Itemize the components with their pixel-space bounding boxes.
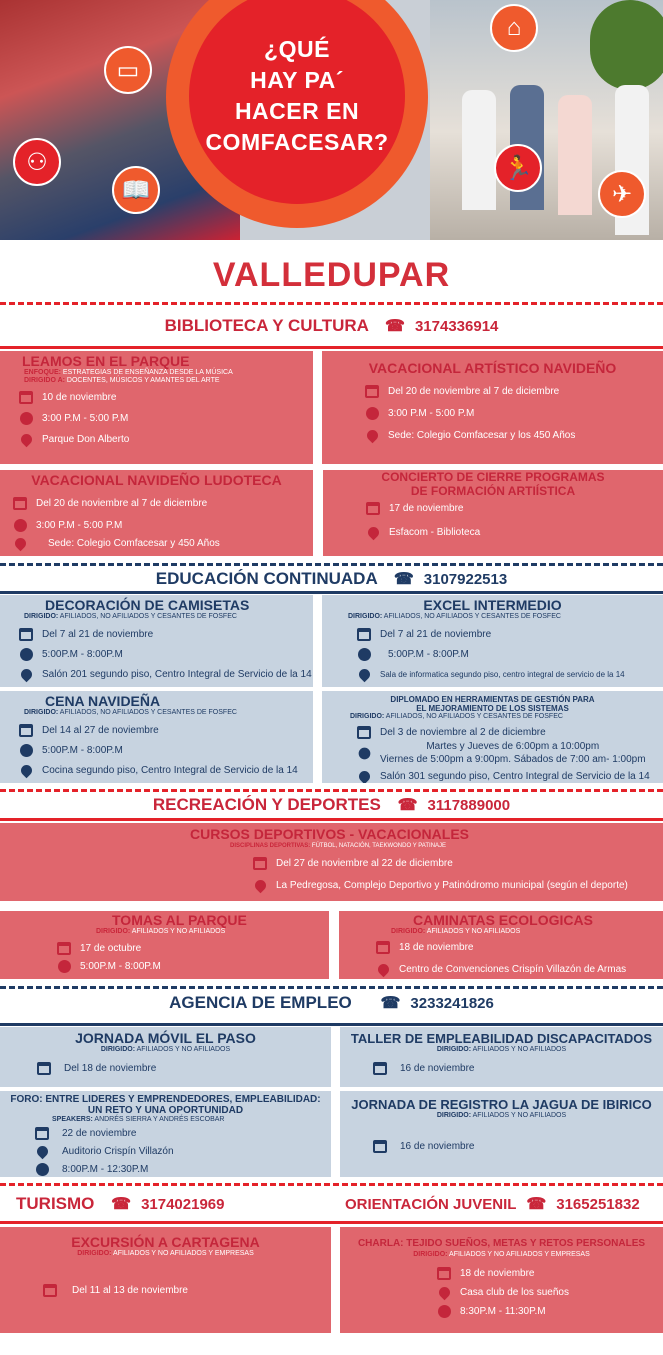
location-pin-icon <box>18 762 34 778</box>
section-title: EDUCACIÓN CONTINUADA <box>155 569 378 588</box>
event-time: 3:00 P.M - 5:00 P.M <box>42 412 129 424</box>
event-place: Centro de Convenciones Crispín Villazón de Armas <box>399 963 627 975</box>
label: DIRIGIDO: <box>436 1046 472 1053</box>
phone-icon: ☎ <box>526 1196 547 1213</box>
section-header-empleo <box>0 993 663 1013</box>
phone-number: 3117889000 <box>427 797 511 814</box>
event-place: Salón 301 segundo piso, Centro Integral de Servicio de la 14 <box>380 770 650 782</box>
card-subtitle <box>339 928 663 936</box>
section-title: ORIENTACIÓN JUVENIL <box>345 1196 517 1213</box>
event-place: Parque Don Alberto <box>42 433 130 445</box>
divider <box>0 789 663 792</box>
value: AFILIADOS, NO AFILIADOS Y CESANTES DE FOSFEC <box>383 613 561 620</box>
event-card-caminatas[interactable] <box>339 911 663 979</box>
location-pin-icon <box>356 768 372 783</box>
card-title: FORO: ENTRE LIDERES Y EMPRENDEDORES, EMPLEABILIDAD: <box>10 1094 321 1105</box>
event-card-tomas[interactable] <box>0 911 329 979</box>
clock-icon <box>356 646 372 662</box>
calendar-icon <box>356 626 372 642</box>
value: AFILIADOS Y NO AFILIADOS <box>426 928 521 935</box>
card-title: LEAMOS EN EL PARQUE <box>22 353 190 369</box>
value: AFILIADOS, NO AFILIADOS Y CESANTES DE FOSFEC <box>59 613 237 620</box>
headline-line: ¿QUÉ <box>264 36 330 62</box>
section-phone[interactable] <box>526 1194 639 1214</box>
event-place: Sede: Colegio Comfacesar y 450 Años <box>48 537 220 549</box>
divider <box>0 818 663 821</box>
card-subtitle <box>0 369 313 377</box>
event-place: Sala de informatica segundo piso, centro integral de servicio de la 14 <box>380 669 625 679</box>
section-header-educacion <box>0 569 663 589</box>
location-pin-icon <box>34 1143 50 1159</box>
card-subtitle <box>340 1112 663 1120</box>
label: DIRIGIDO: <box>100 1046 136 1053</box>
card-title: JORNADA DE REGISTRO LA JAGUA DE IBIRICO <box>351 1097 652 1112</box>
event-date: Del 27 de noviembre al 22 de diciembre <box>276 857 453 869</box>
event-date: Del 20 de noviembre al 7 de diciembre <box>36 497 208 509</box>
value: FÚTBOL, NATACIÓN, TAEKWONDO Y PATINAJE <box>311 843 447 849</box>
location-pin-icon <box>364 427 380 443</box>
home-icon: ⌂ <box>490 4 538 52</box>
event-card-concierto[interactable] <box>323 470 663 556</box>
section-header-recreacion <box>0 795 663 815</box>
section-title: AGENCIA DE EMPLEO <box>169 993 352 1012</box>
divider <box>0 1183 663 1186</box>
divider <box>0 302 663 305</box>
label: DIRIGIDO: <box>436 1112 472 1119</box>
card-subtitle <box>340 1046 663 1054</box>
label: DIRIGIDO: <box>391 928 426 935</box>
label: ENFOQUE: <box>24 369 61 376</box>
value: DOCENTES, MÚSICOS Y AMANTES DEL ARTE <box>66 377 220 384</box>
event-place: Cocina segundo piso, Centro Integral de Servicio de la 14 <box>42 764 298 776</box>
event-time: 3:00 P.M - 5:00 P.M <box>388 407 475 419</box>
value: AFILIADOS Y NO AFILIADOS <box>136 1046 231 1053</box>
family-icon: ⚇ <box>13 138 61 186</box>
location-pin-icon <box>365 524 381 540</box>
location-pin-icon <box>375 961 391 977</box>
location-pin-icon <box>12 535 28 551</box>
calendar-icon <box>372 1138 388 1154</box>
event-time: 5:00P.M - 8:00P.M <box>80 960 161 972</box>
section-title: BIBLIOTECA Y CULTURA <box>164 316 369 335</box>
event-time: 5:00P.M - 8:00P.M <box>42 744 123 756</box>
event-time: 8:00P.M - 12:30P.M <box>62 1163 149 1175</box>
card-subtitle <box>340 1251 663 1259</box>
event-card-camisetas[interactable] <box>0 595 313 687</box>
card-title: DIPLOMADO EN HERRAMIENTAS DE GESTIÓN PARA <box>390 695 595 704</box>
card-title: JORNADA MÓVIL EL PASO <box>75 1030 256 1046</box>
card-title: EXCURSIÓN A CARTAGENA <box>71 1234 260 1250</box>
card-subtitle <box>0 709 313 717</box>
clock-icon <box>18 742 34 758</box>
phone-number: 3165251832 <box>556 1196 640 1213</box>
card-title: TOMAS AL PARQUE <box>112 912 247 928</box>
card-subtitle <box>0 842 663 850</box>
phone-number: 3233241826 <box>410 995 494 1012</box>
event-date: 18 de noviembre <box>399 941 474 953</box>
section-phone[interactable] <box>111 1194 224 1214</box>
label: DIRIGIDO: <box>350 713 385 720</box>
event-place: Sede: Colegio Comfacesar y los 450 Años <box>388 429 576 441</box>
divider <box>0 1023 663 1026</box>
card-title: UN RETO Y UNA OPORTUNIDAD <box>87 1105 244 1116</box>
event-card-vacacional-artistico[interactable] <box>322 351 663 464</box>
section-header-biblioteca <box>0 316 663 336</box>
value: AFILIADOS Y NO AFILIADOS Y EMPRESAS <box>113 1250 254 1257</box>
event-date: Del 20 de noviembre al 7 de diciembre <box>388 385 560 397</box>
event-card-cartagena[interactable] <box>0 1227 331 1333</box>
hero-person <box>462 90 496 210</box>
phone-icon: ☎ <box>385 318 405 335</box>
value: AFILIADOS Y NO AFILIADOS Y EMPRESAS <box>449 1251 590 1258</box>
event-card-charla[interactable] <box>340 1227 663 1333</box>
clock-icon <box>34 1161 50 1177</box>
location-pin-icon <box>18 666 34 682</box>
section-phone[interactable] <box>385 316 498 336</box>
card-subtitle <box>322 613 663 621</box>
headline-line: COMFACESAR? <box>205 129 389 155</box>
label: DIRIGIDO: <box>413 1251 448 1258</box>
value: AFILIADOS, NO AFILIADOS Y CESANTES DE FOSFEC <box>385 713 563 720</box>
event-place: Casa club de los sueños <box>460 1286 569 1298</box>
card-subtitle <box>0 1046 331 1054</box>
clock-icon <box>18 410 34 426</box>
section-title: RECREACIÓN Y DEPORTES <box>152 795 381 814</box>
event-date: 16 de noviembre <box>400 1062 475 1074</box>
footer-space <box>0 1340 663 1355</box>
label: DIRIGIDO: <box>24 613 59 620</box>
calendar-icon <box>42 1282 58 1298</box>
clock-icon <box>56 958 72 974</box>
card-subtitle <box>0 928 329 936</box>
card-title: DE FORMACIÓN ARTIÍSTICA <box>410 484 576 498</box>
phone-icon: ☎ <box>380 995 401 1012</box>
phone-icon: ☎ <box>393 571 414 588</box>
event-date: 10 de noviembre <box>42 391 117 403</box>
event-date: 16 de noviembre <box>400 1140 475 1152</box>
card-subtitle <box>0 377 313 385</box>
event-card-cursos-deportivos[interactable] <box>0 823 663 901</box>
calendar-icon <box>18 626 34 642</box>
event-time: 5:00P.M - 8:00P.M <box>388 648 469 660</box>
clock-icon <box>364 405 380 421</box>
label: DIRIGIDO A: <box>24 377 65 384</box>
city-title: VALLEDUPAR <box>212 256 451 294</box>
card-title: CAMINATAS ECOLOGICAS <box>413 912 593 928</box>
label: DIRIGIDO: <box>24 709 59 716</box>
calendar-icon <box>364 383 380 399</box>
card-title: EXCEL INTERMEDIO <box>423 597 562 613</box>
event-card-cena[interactable] <box>0 691 313 783</box>
field-icon: ▭ <box>104 46 152 94</box>
card-subtitle <box>0 613 313 621</box>
location-pin-icon <box>356 666 372 682</box>
label: SPEAKERS: <box>52 1116 93 1123</box>
section-phone[interactable] <box>394 569 507 589</box>
value: AFILIADOS Y NO AFILIADOS <box>472 1112 567 1119</box>
phone-icon: ☎ <box>111 1196 132 1213</box>
divider <box>0 591 663 594</box>
event-card-foro[interactable] <box>0 1091 331 1177</box>
event-date: 22 de noviembre <box>62 1127 137 1139</box>
hero-tree <box>590 0 663 90</box>
event-card-ludoteca[interactable] <box>0 470 313 556</box>
event-card-jornada-paso[interactable] <box>0 1027 331 1087</box>
calendar-icon <box>252 855 268 871</box>
event-date: Del 7 al 21 de noviembre <box>380 628 492 640</box>
event-date: Del 3 de noviembre al 2 de diciembre <box>380 726 546 738</box>
event-card-diplomado[interactable] <box>322 691 663 783</box>
label: DIRIGIDO: <box>348 613 383 620</box>
headline-line: HAY PA´ <box>250 67 344 93</box>
section-title: TURISMO <box>16 1194 95 1213</box>
event-card-taller[interactable] <box>340 1027 663 1087</box>
event-place: La Pedregosa, Complejo Deportivo y Patinódromo municipal (según el deporte) <box>276 879 628 891</box>
phone-icon: ☎ <box>397 797 418 814</box>
location-pin-icon <box>18 431 34 447</box>
headline-line: HACER EN <box>234 98 360 124</box>
value: AFILIADOS Y NO AFILIADOS <box>472 1046 567 1053</box>
section-phone[interactable] <box>398 795 511 815</box>
card-title: TALLER DE EMPLEABILIDAD DISCAPACITADOS <box>350 1031 653 1046</box>
location-pin-icon <box>252 877 268 893</box>
divider <box>0 1221 663 1224</box>
event-place: Salón 201 segundo piso, Centro Integral de Servicio de la 14 <box>42 668 312 680</box>
card-title: EL MEJORAMIENTO DE LOS SISTEMAS <box>416 704 569 713</box>
card-subtitle <box>0 1250 331 1258</box>
location-pin-icon <box>436 1284 452 1300</box>
book-icon: 📖 <box>112 166 160 214</box>
section-phone[interactable] <box>380 993 493 1013</box>
clock-icon <box>12 517 28 533</box>
event-date: 18 de noviembre <box>460 1267 535 1279</box>
card-title: CENA NAVIDEÑA <box>45 693 161 709</box>
label: DIRIGIDO: <box>77 1250 112 1257</box>
calendar-icon <box>356 724 372 740</box>
event-date: Del 14 al 27 de noviembre <box>42 724 159 736</box>
calendar-icon <box>34 1125 50 1141</box>
phone-number: 3107922513 <box>423 571 508 588</box>
divider <box>0 346 663 349</box>
event-date: Del 11 al 13 de noviembre <box>72 1284 188 1296</box>
card-subtitle <box>0 1116 331 1124</box>
hero-person <box>558 95 592 215</box>
calendar-icon <box>18 389 34 405</box>
event-card-jagua[interactable] <box>340 1091 663 1177</box>
event-date: 17 de noviembre <box>389 502 464 514</box>
calendar-icon <box>365 500 381 516</box>
event-card-leamos[interactable] <box>0 351 313 464</box>
clock-icon <box>436 1303 452 1319</box>
card-title: CONCIERTO DE CIERRE PROGRAMAS <box>381 470 605 484</box>
card-title: CHARLA: TEJIDO SUEÑOS, METAS Y RETOS PERSONALES <box>357 1238 646 1249</box>
event-card-excel[interactable] <box>322 595 663 687</box>
card-title: CURSOS DEPORTIVOS - VACACIONALES <box>190 826 469 842</box>
event-time: Viernes de 5:00pm a 9:00pm. Sábados de 7:00 am- 1:00pm <box>380 754 646 765</box>
event-time: Martes y Jueves de 6:00pm a 10:00pm <box>426 741 600 752</box>
card-title: VACACIONAL NAVIDEÑO LUDOTECA <box>31 472 282 488</box>
card-subtitle <box>322 713 663 721</box>
runner-icon: 🏃 <box>494 144 542 192</box>
event-date: Del 7 al 21 de noviembre <box>42 628 154 640</box>
card-title: DECORACIÓN DE CAMISETAS <box>45 597 250 613</box>
value: ANDRÉS SIERRA Y ANDRÉS ESCOBAR <box>94 1116 225 1123</box>
event-date: Del 18 de noviembre <box>64 1062 157 1074</box>
event-date: 17 de octubre <box>80 942 142 954</box>
calendar-icon <box>18 722 34 738</box>
calendar-icon <box>36 1060 52 1076</box>
section-header-turismo <box>16 1194 225 1214</box>
calendar-icon <box>56 940 72 956</box>
event-time: 5:00P.M - 8:00P.M <box>42 648 123 660</box>
value: AFILIADOS, NO AFILIADOS Y CESANTES DE FOSFEC <box>59 709 237 716</box>
card-title: VACACIONAL ARTÍSTICO NAVIDEÑO <box>368 360 617 376</box>
phone-number: 3174021969 <box>141 1196 225 1213</box>
calendar-icon <box>12 495 28 511</box>
calendar-icon <box>375 939 391 955</box>
event-place: Esfacom - Biblioteca <box>389 526 481 538</box>
section-header-orientacion <box>345 1194 640 1214</box>
event-time: 8:30P.M - 11:30P.M <box>460 1305 546 1317</box>
event-place: Auditorio Crispín Villazón <box>62 1145 174 1157</box>
airplane-icon: ✈ <box>598 170 646 218</box>
calendar-icon <box>372 1060 388 1076</box>
divider <box>0 563 663 566</box>
label: DISCIPLINAS DEPORTIVAS: <box>230 843 311 849</box>
event-time: 3:00 P.M - 5:00 P.M <box>36 519 123 531</box>
value: AFILIADOS Y NO AFILIADOS <box>131 928 226 935</box>
label: DIRIGIDO: <box>96 928 131 935</box>
divider <box>0 986 663 989</box>
value: ESTRATEGIAS DE ENSEÑANZA DESDE LA MÚSICA <box>62 369 233 376</box>
clock-icon <box>356 745 372 761</box>
phone-number: 3174336914 <box>414 318 499 335</box>
clock-icon <box>18 646 34 662</box>
calendar-icon <box>436 1265 452 1281</box>
